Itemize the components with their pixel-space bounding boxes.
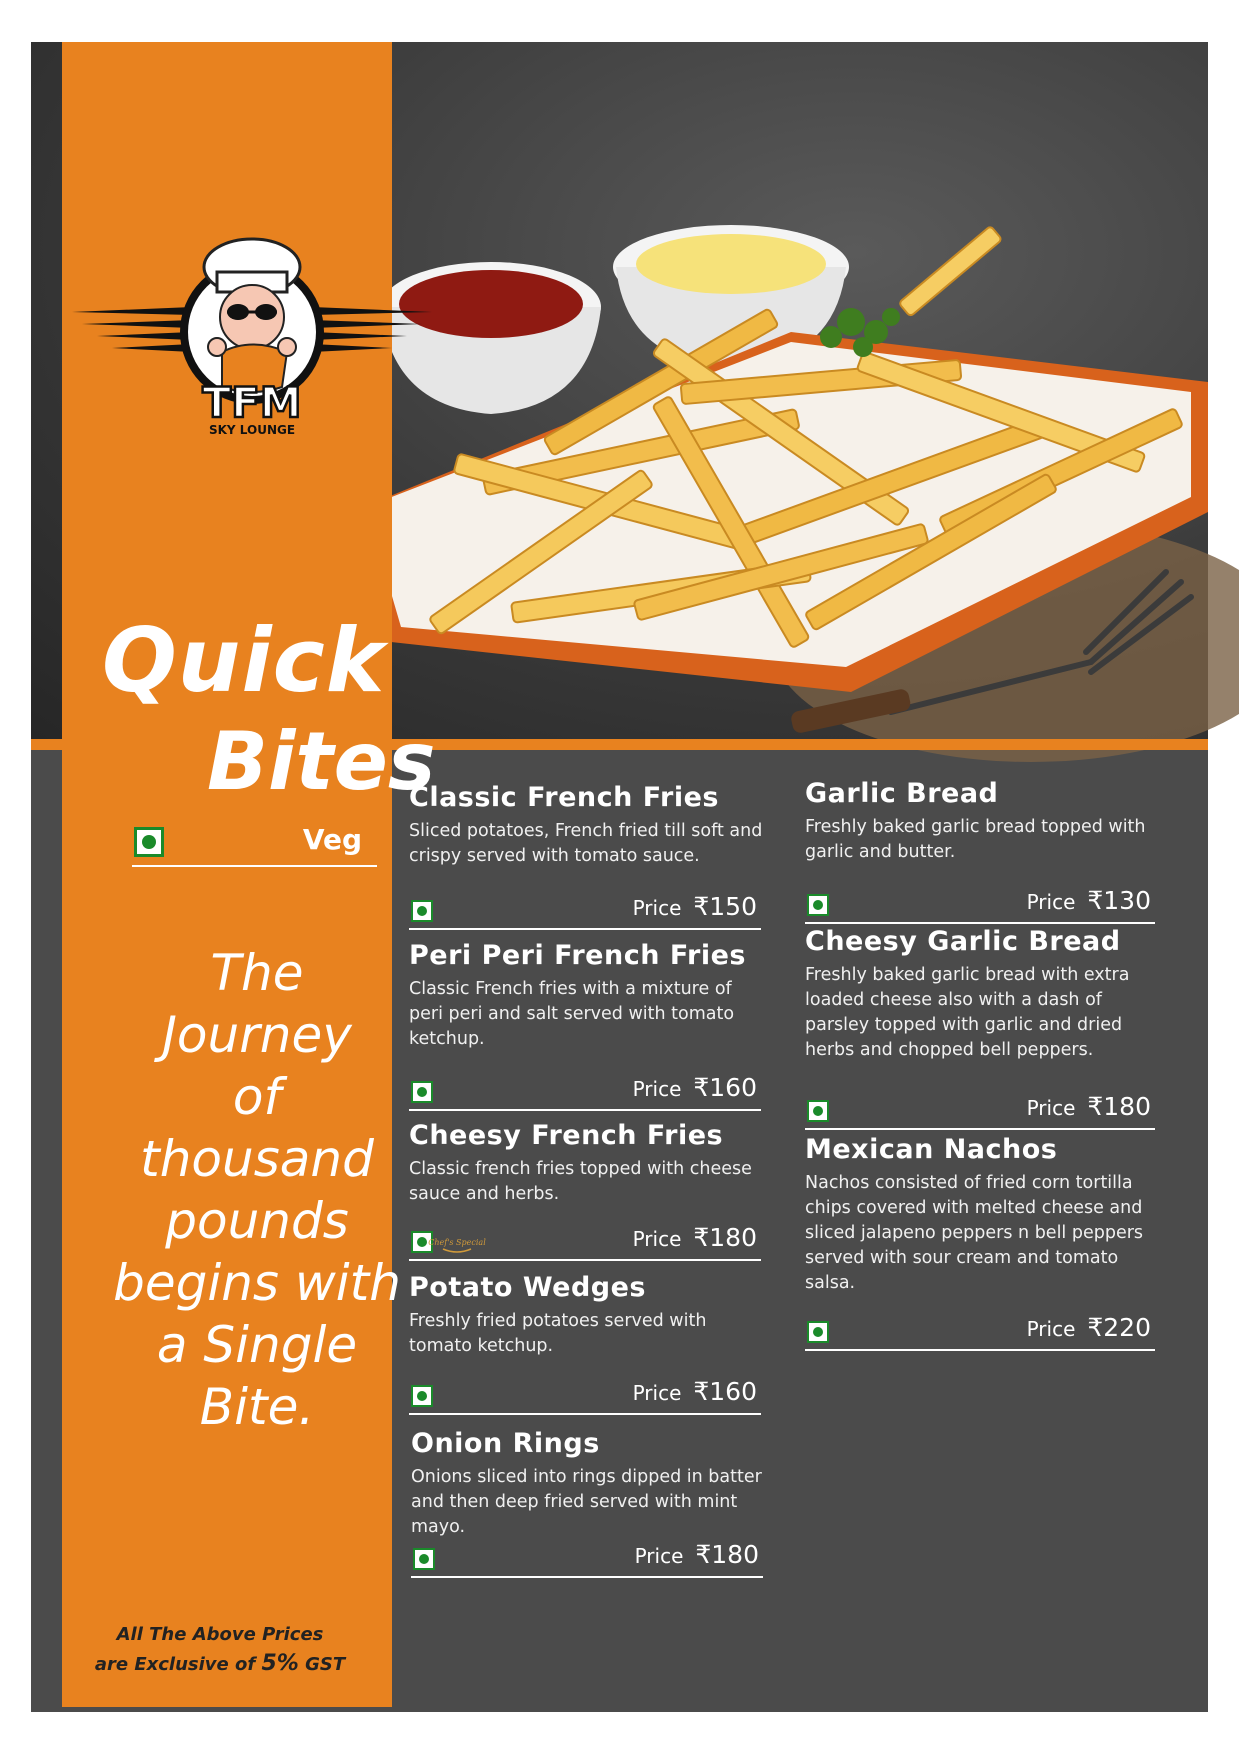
- price-amount: ₹180: [695, 1540, 759, 1569]
- veg-symbol-icon: [411, 1385, 433, 1407]
- item-description: Sliced potatoes, French fried till soft and crispy served with tomato sauce.: [409, 821, 763, 866]
- item-price: [635, 1540, 759, 1569]
- price-label: Price: [1026, 1317, 1076, 1341]
- chefs-special-label: Chef's Special: [428, 1238, 486, 1247]
- item-price: [1027, 1092, 1151, 1121]
- brand-tagline: SKY LOUNGE: [208, 423, 296, 437]
- price-amount: ₹180: [1087, 1092, 1151, 1121]
- price-amount: ₹160: [693, 1073, 757, 1102]
- price-row: [409, 1377, 761, 1415]
- item-name: Onion Rings: [411, 1428, 600, 1459]
- price-amount: ₹130: [1087, 886, 1151, 915]
- price-row: [411, 1540, 763, 1578]
- quote-line: of thousand: [140, 1068, 374, 1188]
- veg-symbol-icon: [807, 1321, 829, 1343]
- item-description: Nachos consisted of fried corn tortilla chips covered with melted cheese and sliced jalapeno peppers n bell peppers served with sour cream and tomato salsa.: [805, 1173, 1144, 1293]
- price-row: [805, 1313, 1155, 1351]
- price-label: Price: [1026, 890, 1076, 914]
- gst-note-line-1: All The Above Prices: [116, 1624, 324, 1645]
- item-price: [633, 1223, 757, 1252]
- price-row: [409, 1223, 761, 1261]
- item-price: [633, 1377, 757, 1406]
- item-description: Classic french fries topped with cheese sauce and herbs.: [409, 1159, 752, 1204]
- item-price: [1027, 1313, 1151, 1342]
- quote-line: a Single Bite.: [156, 1316, 358, 1436]
- veg-symbol-icon: [411, 1081, 433, 1103]
- veg-symbol-icon: [134, 827, 164, 857]
- price-amount: ₹180: [693, 1223, 757, 1252]
- gst-label: GST: [305, 1654, 346, 1675]
- title-line-1: Quick: [102, 609, 386, 712]
- gst-note-line-2: are Exclusive of: [94, 1654, 256, 1675]
- item-price: [633, 892, 757, 921]
- menu-item: [409, 940, 769, 1102]
- item-description: Classic French fries with a mixture of peri peri and salt served with tomato ketchup.: [409, 979, 735, 1049]
- price-row: [409, 1073, 761, 1111]
- menu-item: [411, 1428, 771, 1569]
- item-price: [1027, 886, 1151, 915]
- price-label: Price: [632, 1381, 682, 1405]
- brand-logo: [72, 212, 432, 442]
- item-name: Peri Peri French Fries: [409, 940, 747, 971]
- brand-name: TFM: [202, 378, 302, 427]
- item-name: Mexican Nachos: [805, 1134, 1058, 1165]
- price-amount: ₹160: [693, 1377, 757, 1406]
- gst-percent: 5%: [261, 1651, 299, 1676]
- price-row: [805, 886, 1155, 924]
- menu-item: [409, 1120, 769, 1252]
- price-label: Price: [632, 1077, 682, 1101]
- item-price: [633, 1073, 757, 1102]
- veg-symbol-icon: [807, 894, 829, 916]
- item-name: Potato Wedges: [409, 1272, 646, 1303]
- price-row: [805, 1092, 1155, 1130]
- veg-indicator-row: [132, 825, 377, 867]
- item-name: Classic French Fries: [409, 782, 719, 813]
- veg-symbol-icon: [807, 1100, 829, 1122]
- item-description: Freshly baked garlic bread topped with garlic and butter.: [805, 817, 1146, 862]
- price-label: Price: [632, 896, 682, 920]
- quote-line: begins with: [113, 1254, 401, 1312]
- item-description: Onions sliced into rings dipped in batter and then deep fried served with mint mayo.: [411, 1467, 762, 1537]
- item-name: Cheesy Garlic Bread: [805, 926, 1121, 957]
- price-amount: ₹150: [693, 892, 757, 921]
- menu-page: [31, 42, 1208, 1712]
- veg-symbol-icon: [411, 900, 433, 922]
- gst-note: [90, 1620, 350, 1679]
- veg-label: Veg: [302, 823, 362, 856]
- price-row: [409, 892, 761, 930]
- price-amount: ₹220: [1087, 1313, 1151, 1342]
- chef-mascot-icon: [72, 212, 432, 442]
- menu-item: [805, 926, 1155, 1121]
- item-name: Garlic Bread: [805, 778, 999, 809]
- price-label: Price: [1026, 1096, 1076, 1120]
- price-label: Price: [632, 1227, 682, 1251]
- veg-symbol-icon: [413, 1548, 435, 1570]
- menu-item: [409, 1272, 769, 1406]
- item-description: Freshly fried potatoes served with tomato ketchup.: [409, 1311, 707, 1356]
- sidebar-panel: [62, 42, 436, 1707]
- menu-item: [805, 1134, 1155, 1342]
- chefs-special-icon: [428, 1225, 486, 1257]
- menu-item: [409, 782, 769, 921]
- quote-line: The Journey: [162, 944, 352, 1064]
- item-name: Cheesy French Fries: [409, 1120, 724, 1151]
- quote-line: pounds: [165, 1192, 349, 1250]
- price-label: Price: [634, 1544, 684, 1568]
- title-line-2: Bites: [207, 715, 436, 808]
- menu-item: [805, 778, 1155, 915]
- tagline-quote: [112, 942, 402, 1438]
- item-description: Freshly baked garlic bread with extra loaded cheese also with a dash of parsley topped with garlic and dried herbs and chopped bell peppers.: [805, 965, 1130, 1060]
